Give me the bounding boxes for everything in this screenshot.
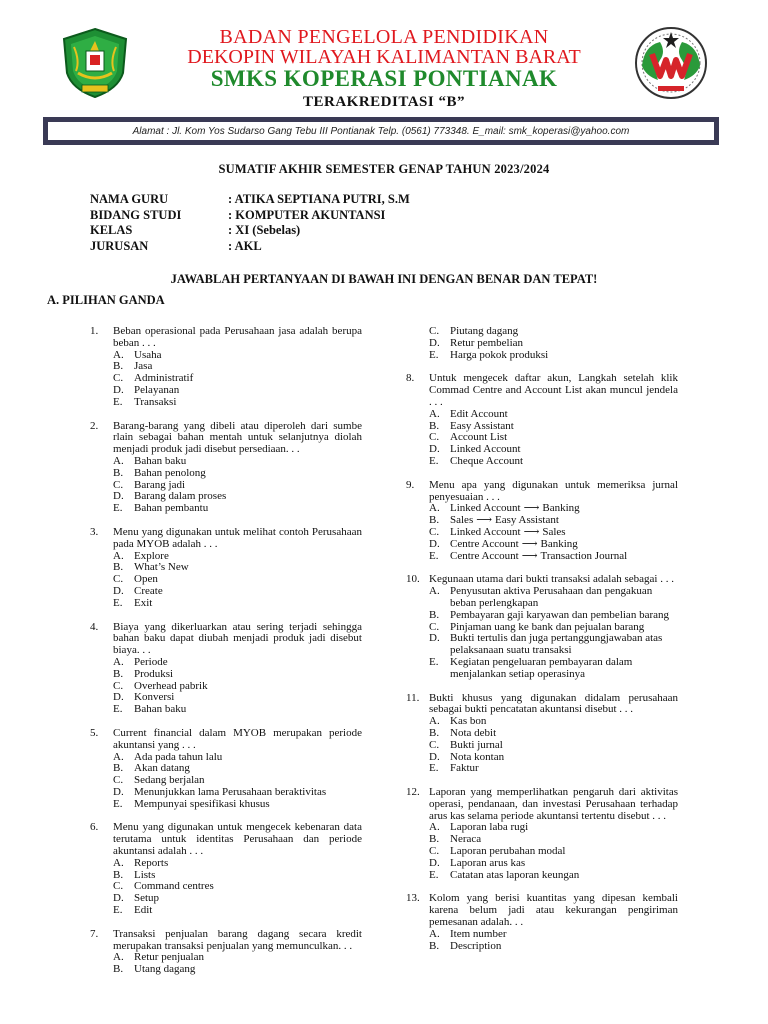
option-text: Neraca <box>450 833 482 846</box>
option-text: Pinjaman uang ke bank dan pejualan barang <box>450 620 645 633</box>
answer-option <box>429 633 678 657</box>
option-letter: B. <box>113 762 124 775</box>
answer-option <box>113 964 362 976</box>
option-letter: B. <box>429 608 440 621</box>
option-text: Piutang dagang <box>450 325 519 337</box>
option-text: Produksi <box>134 667 174 680</box>
answer-option <box>429 763 678 775</box>
answer-option <box>113 503 362 515</box>
option-text: Menunjukkan lama Perusahaan beraktivitas <box>134 785 327 798</box>
option-letter: D. <box>429 750 440 763</box>
instruction: JAWABLAH PERTANYAAN DI BAWAH INI DENGAN BENAR DAN TEPAT! <box>170 272 598 286</box>
question-item <box>90 326 362 409</box>
option-letter: A. <box>113 348 124 361</box>
question-item <box>90 421 362 515</box>
option-letter: C. <box>429 738 440 751</box>
option-text: Sedang berjalan <box>134 774 205 787</box>
option-letter: D. <box>113 691 124 704</box>
answer-option <box>113 799 362 811</box>
option-letter: E. <box>113 703 123 716</box>
question-item <box>90 728 362 811</box>
option-letter: B. <box>429 419 440 432</box>
school-address: Alamat : Jl. Kom Yos Sudarso Gang Tebu III Pontianak Telp. (0561) 773348. E_mail: smk_koperasi@yahoo.com <box>132 125 630 137</box>
option-target: Sales <box>542 525 566 538</box>
info-value: : AKL <box>228 238 262 253</box>
question-text: Kolom yang berisi kuantitas yang dipesan kembali karena belum jadi atau kekurangan pengiriman pemesanan adalah. . . <box>429 892 678 929</box>
arrow-right-icon: ⟶ <box>523 502 540 515</box>
option-text: Barang jadi <box>134 478 186 491</box>
option-text: Konversi <box>134 691 175 704</box>
question-text: Biaya yang dikerluarkan atau sering terjadi sehingga bahan baku dapat diubah menjadi produk jadi disebut biaya. . . <box>113 620 362 657</box>
address-box <box>43 117 719 145</box>
option-letter: A. <box>429 927 440 940</box>
option-text: Account List <box>450 431 508 444</box>
option-letter: E. <box>113 596 123 609</box>
question-text: Kegunaan utama dari bukti transaksi adalah sebagai . . . <box>429 573 674 586</box>
info-label: NAMA GURU <box>90 192 169 206</box>
option-letter: E. <box>429 655 439 668</box>
option-letter: D. <box>113 490 124 503</box>
option-text: Bahan pembantu <box>134 502 209 515</box>
option-letter: A. <box>113 951 124 964</box>
option-letter: A. <box>113 856 124 869</box>
question-number: 4. <box>90 620 99 633</box>
option-text: Open <box>134 573 158 586</box>
option-text: Bahan penolong <box>134 466 206 479</box>
option-text: Usaha <box>134 348 162 361</box>
option-target: Easy Assistant <box>495 514 559 527</box>
option-text: Mempunyai spesifikasi khusus <box>134 797 270 810</box>
option-text: Nota debit <box>450 726 497 739</box>
question-text: Barang-barang yang dibeli atau diperoleh dari sumbe rlain sebagai bahan mentah untuk selanjutnya diolah menjadi produk jadi disebut persediaan. . . <box>113 419 362 456</box>
option-letter: E. <box>429 549 439 562</box>
option-target: Banking <box>540 537 578 550</box>
option-letter: E. <box>113 395 123 408</box>
option-letter: E. <box>113 797 123 810</box>
option-letter: A. <box>429 585 440 598</box>
answer-option <box>113 704 362 716</box>
question-number: 6. <box>90 821 99 834</box>
option-text: Laporan arus kas <box>450 856 526 869</box>
question-text: Bukti khusus yang digunakan didalam perusahaan sebagai bukti pencatatan akuntansi disebut . . . <box>429 691 678 716</box>
info-value: : KOMPUTER AKUNTANSI <box>228 207 386 222</box>
arrow-right-icon: ⟶ <box>476 514 493 527</box>
option-letter: D. <box>429 632 440 645</box>
option-text: Explore <box>134 549 169 562</box>
question-number: 13. <box>406 892 420 905</box>
option-letter: C. <box>429 325 440 337</box>
question-number: 3. <box>90 525 99 538</box>
option-text: Linked Account <box>450 525 521 538</box>
option-text: Nota kontan <box>450 750 505 763</box>
option-target: Banking <box>542 502 580 515</box>
option-text: Edit <box>134 904 153 917</box>
option-letter: A. <box>113 655 124 668</box>
option-text: Bukti jurnal <box>450 738 503 751</box>
info-row <box>90 192 410 208</box>
option-letter: B. <box>113 466 124 479</box>
info-row <box>90 208 410 224</box>
option-letter: B. <box>113 963 124 976</box>
option-text: Linked Account <box>450 443 521 456</box>
info-label: JURUSAN <box>90 238 149 253</box>
question-item <box>90 929 362 976</box>
question-text: Laporan yang memperlihatkan pengaruh dari aktivitas operasi, pendanaan, dan investasi Perusahaan terhadap arus kas selama periode akuntansi tertentu disebut . . . <box>429 786 678 822</box>
option-letter: D. <box>113 785 124 798</box>
cooperative-emblem-logo <box>630 26 712 100</box>
answer-option <box>429 657 678 681</box>
question-item <box>406 787 678 881</box>
option-letter: B. <box>429 514 440 527</box>
answer-option <box>113 598 362 610</box>
info-label: BIDANG STUDI <box>90 207 182 222</box>
option-text: Periode <box>134 655 168 668</box>
question-text: Transaksi penjualan barang dagang secara kredit merupakan transaksi penjualan yang memunculkan. . . <box>113 927 362 952</box>
answer-option <box>429 350 678 362</box>
option-text: Pelayanan <box>134 383 180 396</box>
option-letter: C. <box>113 880 124 893</box>
answer-option <box>429 870 678 882</box>
question-continued <box>406 326 678 361</box>
option-letter: A. <box>429 821 440 834</box>
option-letter: D. <box>429 856 440 869</box>
option-text: Ada pada tahun lalu <box>134 750 223 763</box>
option-text: Jasa <box>134 360 153 373</box>
option-text: Centre Account <box>450 549 519 562</box>
letterhead <box>0 0 768 115</box>
header-line-2: DEKOPIN WILAYAH KALIMANTAN BARAT <box>187 46 581 68</box>
option-text: Exit <box>134 596 153 609</box>
question-number: 9. <box>406 478 415 491</box>
option-letter: D. <box>113 584 124 597</box>
arrow-right-icon: ⟶ <box>521 537 538 550</box>
option-letter: C. <box>429 525 440 538</box>
answer-option <box>429 551 678 563</box>
header-line-1: BADAN PENGELOLA PENDIDIKAN <box>219 26 549 48</box>
option-text: Reports <box>134 856 169 869</box>
question-item <box>90 622 362 716</box>
option-letter: B. <box>429 726 440 739</box>
option-letter: E. <box>113 904 123 917</box>
question-number: 5. <box>90 726 99 739</box>
school-name: SMKS KOPERASI PONTIANAK <box>210 66 558 91</box>
question-number: 1. <box>90 325 99 337</box>
option-letter: E. <box>429 454 439 467</box>
accreditation: TERAKREDITASI “B” <box>302 94 465 110</box>
info-row <box>90 239 410 255</box>
option-letter: B. <box>429 833 440 846</box>
option-target: Transaction Journal <box>540 549 628 562</box>
question-item <box>406 693 678 776</box>
answer-option <box>429 586 678 610</box>
option-letter: A. <box>113 549 124 562</box>
left-question-column <box>90 326 362 988</box>
option-text: Bukti tertulis dan juga pertanggungjawaban atas pelaksanaan suatu transaksi <box>450 632 663 657</box>
option-text: Command centres <box>134 880 214 893</box>
option-text: Overhead pabrik <box>134 679 208 692</box>
question-item <box>406 893 678 952</box>
option-text: Lists <box>134 868 156 881</box>
option-text: Pembayaran gaji karyawan dan pembelian barang <box>450 608 669 621</box>
option-letter: E. <box>429 348 439 361</box>
option-text: Setup <box>134 892 160 905</box>
info-value: : XI (Sebelas) <box>228 223 301 237</box>
question-item <box>90 822 362 916</box>
option-text: Edit Account <box>450 407 508 420</box>
question-text: Menu apa yang digunakan untuk memeriksa jurnal penyesuaian . . . <box>429 478 678 503</box>
option-letter: C. <box>113 774 124 787</box>
option-letter: C. <box>113 372 124 385</box>
option-letter: E. <box>429 868 439 881</box>
teacher-info <box>90 192 410 254</box>
option-letter: B. <box>429 939 440 952</box>
option-text: Laporan perubahan modal <box>450 845 566 858</box>
option-text: Catatan atas laporan keungan <box>450 868 580 881</box>
option-text: Bahan baku <box>134 703 187 716</box>
question-text: Beban operasional pada Perusahaan jasa adalah berupa beban . . . <box>113 325 362 349</box>
option-text: Linked Account <box>450 502 521 515</box>
question-text: Untuk mengecek daftar akun, Langkah setelah klik Commad Centre and Account List akan muncul jendela . . . <box>429 372 678 408</box>
option-letter: D. <box>429 336 440 349</box>
option-letter: B. <box>113 360 124 373</box>
option-letter: E. <box>429 762 439 775</box>
option-text: Easy Assistant <box>450 419 514 432</box>
option-text: Barang dalam proses <box>134 490 227 503</box>
question-text: Current financial dalam MYOB merupakan periode akuntansi yang . . . <box>113 726 362 751</box>
question-text: Menu yang digunakan untuk mengecek kebenaran data terutama untuk identitas Perusahaan dan periode akuntansi adalah . . . <box>113 821 362 858</box>
option-text: Item number <box>450 927 507 940</box>
question-number: 11. <box>406 691 420 704</box>
option-letter: C. <box>113 478 124 491</box>
exam-title: SUMATIF AKHIR SEMESTER GENAP TAHUN 2023/2024 <box>218 162 550 176</box>
option-letter: C. <box>429 431 440 444</box>
info-row <box>90 223 410 239</box>
option-text: Bahan baku <box>134 454 187 467</box>
option-text: Centre Account <box>450 537 519 550</box>
answer-option <box>113 905 362 917</box>
question-number: 10. <box>406 573 420 586</box>
option-letter: A. <box>429 715 440 728</box>
option-letter: C. <box>429 620 440 633</box>
option-letter: E. <box>113 502 123 515</box>
arrow-right-icon: ⟶ <box>521 549 538 562</box>
option-letter: A. <box>113 750 124 763</box>
option-text: Penyusutan aktiva Perusahaan dan pengakuan beban perlengkapan <box>450 585 653 609</box>
info-value: : ATIKA SEPTIANA PUTRI, S.M <box>228 192 410 206</box>
option-letter: D. <box>113 892 124 905</box>
answer-option <box>429 456 678 468</box>
option-text: Utang dagang <box>134 963 196 976</box>
option-letter: D. <box>429 537 440 550</box>
question-number: 7. <box>90 927 99 940</box>
question-item <box>406 574 678 680</box>
option-letter: B. <box>113 561 124 574</box>
option-text: Administratif <box>134 372 194 385</box>
question-number: 12. <box>406 786 420 799</box>
option-letter: A. <box>429 407 440 420</box>
option-text: Faktur <box>450 762 479 775</box>
arrow-right-icon: ⟶ <box>523 525 540 538</box>
question-item <box>90 527 362 610</box>
answer-option <box>429 941 678 953</box>
option-text: Create <box>134 584 163 597</box>
question-item <box>406 373 678 467</box>
option-text: Akan datang <box>134 762 190 775</box>
option-text: Kegiatan pengeluaran pembayaran dalam menjalankan setiap operasinya <box>450 655 633 680</box>
right-question-column <box>406 326 678 964</box>
option-text: Laporan laba rugi <box>450 821 529 834</box>
option-text: Retur penjualan <box>134 951 204 964</box>
option-text: Transaksi <box>134 395 177 408</box>
answer-option <box>113 397 362 409</box>
question-number: 8. <box>406 372 415 385</box>
option-text: Kas bon <box>450 715 487 728</box>
option-text: What’s New <box>134 561 189 574</box>
option-text: Description <box>450 939 502 952</box>
option-letter: B. <box>113 667 124 680</box>
option-letter: B. <box>113 868 124 881</box>
option-letter: C. <box>113 679 124 692</box>
option-text: Retur pembelian <box>450 336 524 349</box>
option-letter: D. <box>113 383 124 396</box>
info-label: KELAS <box>90 223 133 237</box>
option-text: Cheque Account <box>450 454 524 467</box>
question-number: 2. <box>90 419 99 432</box>
section-heading: A. PILIHAN GANDA <box>47 293 165 307</box>
option-letter: D. <box>429 443 440 456</box>
option-letter: A. <box>113 454 124 467</box>
option-letter: C. <box>113 573 124 586</box>
option-text: Harga pokok produksi <box>450 348 549 361</box>
option-letter: C. <box>429 845 440 858</box>
option-letter: A. <box>429 502 440 515</box>
question-text: Menu yang digunakan untuk melihat contoh Perusahaan pada MYOB adalah . . . <box>113 525 362 550</box>
question-item <box>406 480 678 563</box>
option-text: Sales <box>450 514 474 527</box>
